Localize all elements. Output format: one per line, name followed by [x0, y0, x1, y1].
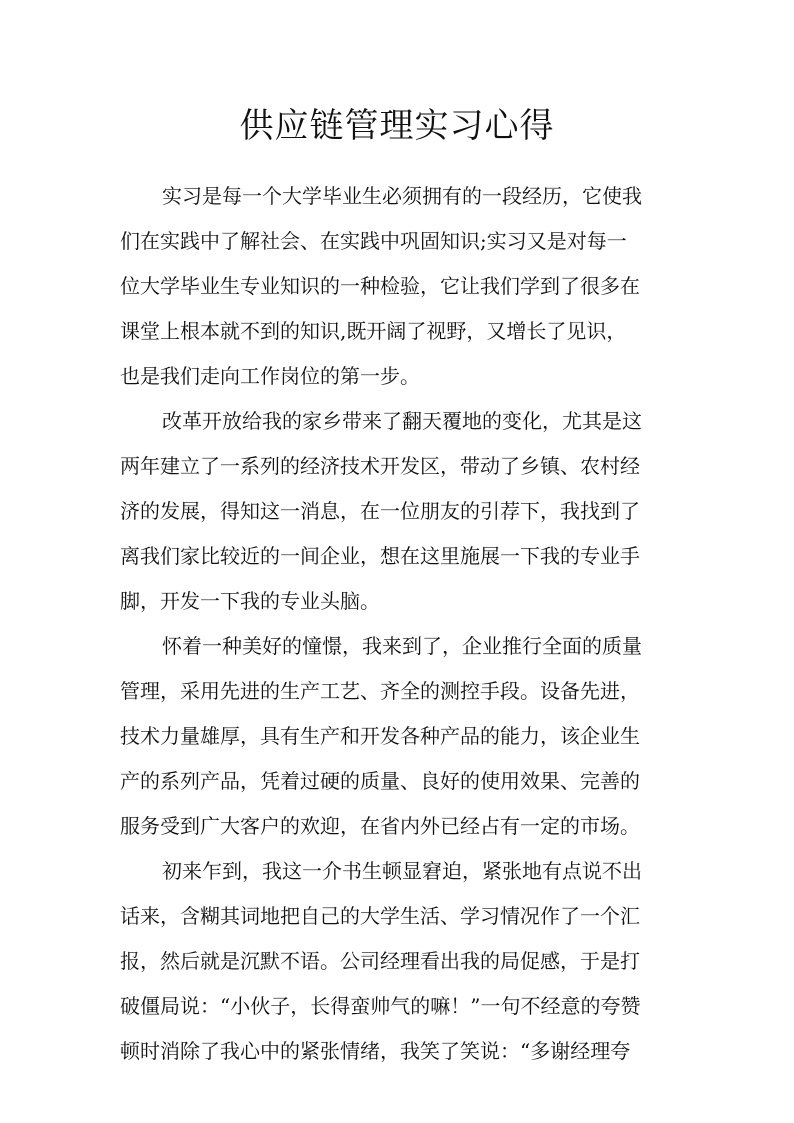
text-line: 破僵局说：“小伙子，长得蛮帅气的嘛！”一句不经意的夸赞 — [120, 994, 641, 1018]
text-line: 技术力量雄厚，具有生产和开发各种产品的能力，该企业生 — [120, 724, 640, 748]
text-line: 初来乍到，我这一介书生顿显窘迫，紧张地有点说不出 — [162, 859, 642, 883]
text-line: 们在实践中了解社会、在实践中巩固知识;实习又是对每一 — [120, 229, 627, 253]
text-line: 服务受到广大客户的欢迎，在省内外已经占有一定的市场。 — [120, 814, 640, 838]
text-line: 改革开放给我的家乡带来了翻天覆地的变化，尤其是这 — [162, 409, 642, 433]
text-line: 产的系列产品，凭着过硬的质量、良好的使用效果、完善的 — [120, 769, 640, 793]
paragraph-3 — [120, 624, 690, 849]
document-title: 供应链管理实习心得 — [239, 106, 555, 146]
text-line: 离我们家比较近的一间企业，想在这里施展一下我的专业手 — [120, 544, 640, 568]
text-line: 管理，采用先进的生产工艺、齐全的测控手段。设备先进， — [120, 679, 640, 703]
paragraph-4 — [120, 849, 690, 1074]
text-line: 位大学毕业生专业知识的一种检验，它让我们学到了很多在 — [120, 274, 640, 298]
text-line: 话来，含糊其词地把自己的大学生活、学习情况作了一个汇 — [120, 904, 640, 928]
text-line: 实习是每一个大学毕业生必须拥有的一段经历，它使我 — [162, 184, 642, 208]
text-line: 报，然后就是沉默不语。公司经理看出我的局促感，于是打 — [120, 949, 640, 973]
paragraph-2 — [120, 399, 690, 624]
text-line: 济的发展，得知这一消息，在一位朋友的引荐下，我找到了 — [120, 499, 640, 523]
text-line: 也是我们走向工作岗位的第一步。 — [120, 364, 420, 388]
document-body — [120, 174, 690, 1074]
text-line: 脚，开发一下我的专业头脑。 — [120, 589, 380, 613]
paragraph-1 — [120, 174, 690, 399]
text-line: 课堂上根本就不到的知识,既开阔了视野，又增长了见识， — [120, 319, 627, 343]
text-line: 怀着一种美好的憧憬，我来到了，企业推行全面的质量 — [162, 634, 642, 658]
text-line: 顿时消除了我心中的紧张情绪，我笑了笑说：“多谢经理夸 — [120, 1039, 631, 1063]
text-line: 两年建立了一系列的经济技术开发区，带动了乡镇、农村经 — [120, 454, 640, 478]
